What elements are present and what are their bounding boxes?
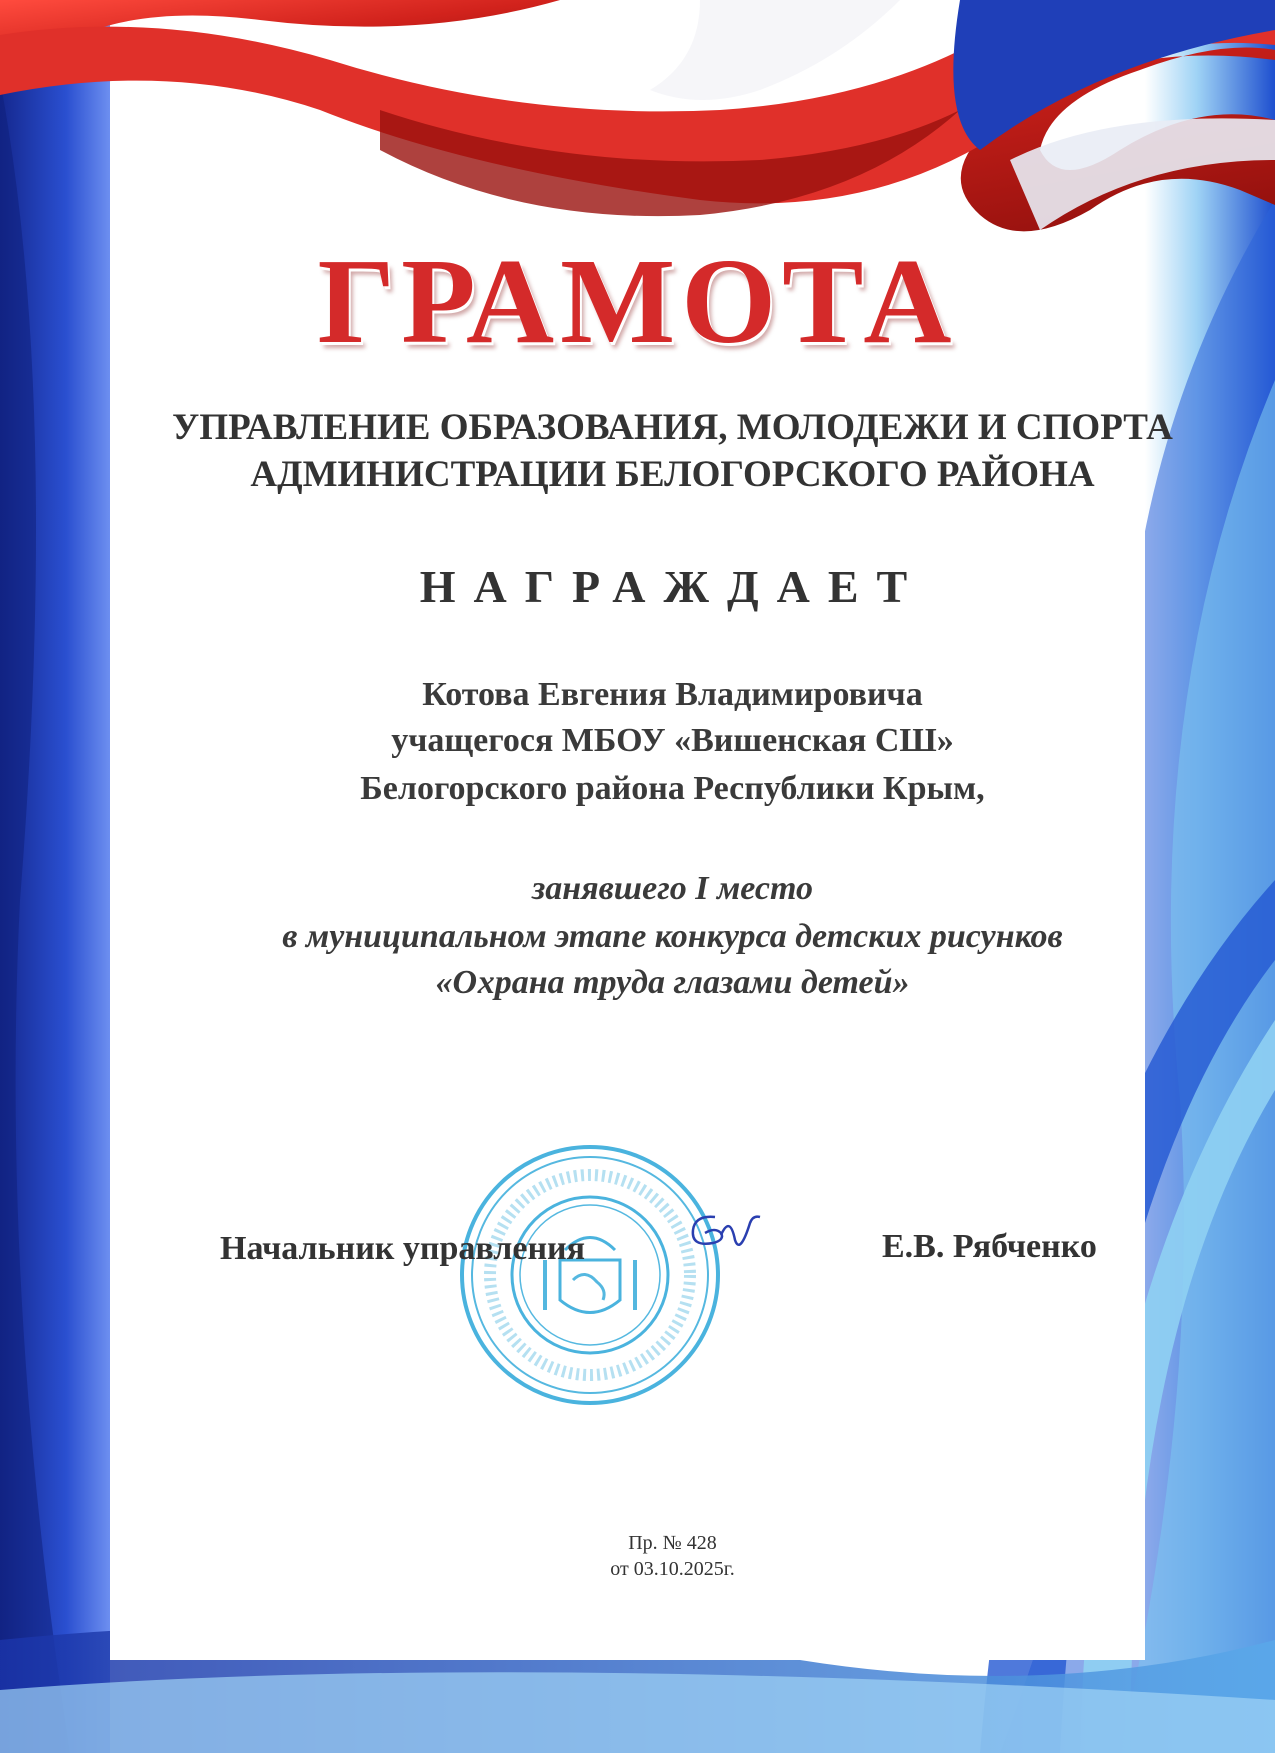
signature-icon (685, 1205, 765, 1265)
organization-line-2: АДМИНИСТРАЦИИ БЕЛОГОРСКОГО РАЙОНА (250, 454, 1095, 495)
achievement-contest-title: «Охрана труда глазами детей» (435, 964, 910, 1001)
recipient-school: учащегося МБОУ «Вишенская СШ» (391, 722, 954, 759)
order-number: Пр. № 428 (628, 1532, 717, 1554)
recipient-region: Белогорского района Республики Крым, (360, 770, 985, 807)
recipient-name: Котова Евгения Владимировича (422, 676, 923, 713)
achievement-contest: в муниципальном этапе конкурса детских рисунков (282, 918, 1063, 955)
order-date: от 03.10.2025г. (610, 1558, 735, 1580)
achievement-place: занявшего I место (531, 870, 814, 907)
organization-line-1: УПРАВЛЕНИЕ ОБРАЗОВАНИЯ, МОЛОДЕЖИ И СПОРТА (172, 407, 1173, 448)
official-seal-icon (455, 1140, 725, 1410)
awards-heading: НАГРАЖДАЕТ (419, 561, 926, 612)
certificate-title: ГРАМОТА (317, 234, 958, 369)
signer-position: Начальник управления (220, 1230, 586, 1267)
signer-name: Е.В. Рябченко (882, 1228, 1097, 1265)
